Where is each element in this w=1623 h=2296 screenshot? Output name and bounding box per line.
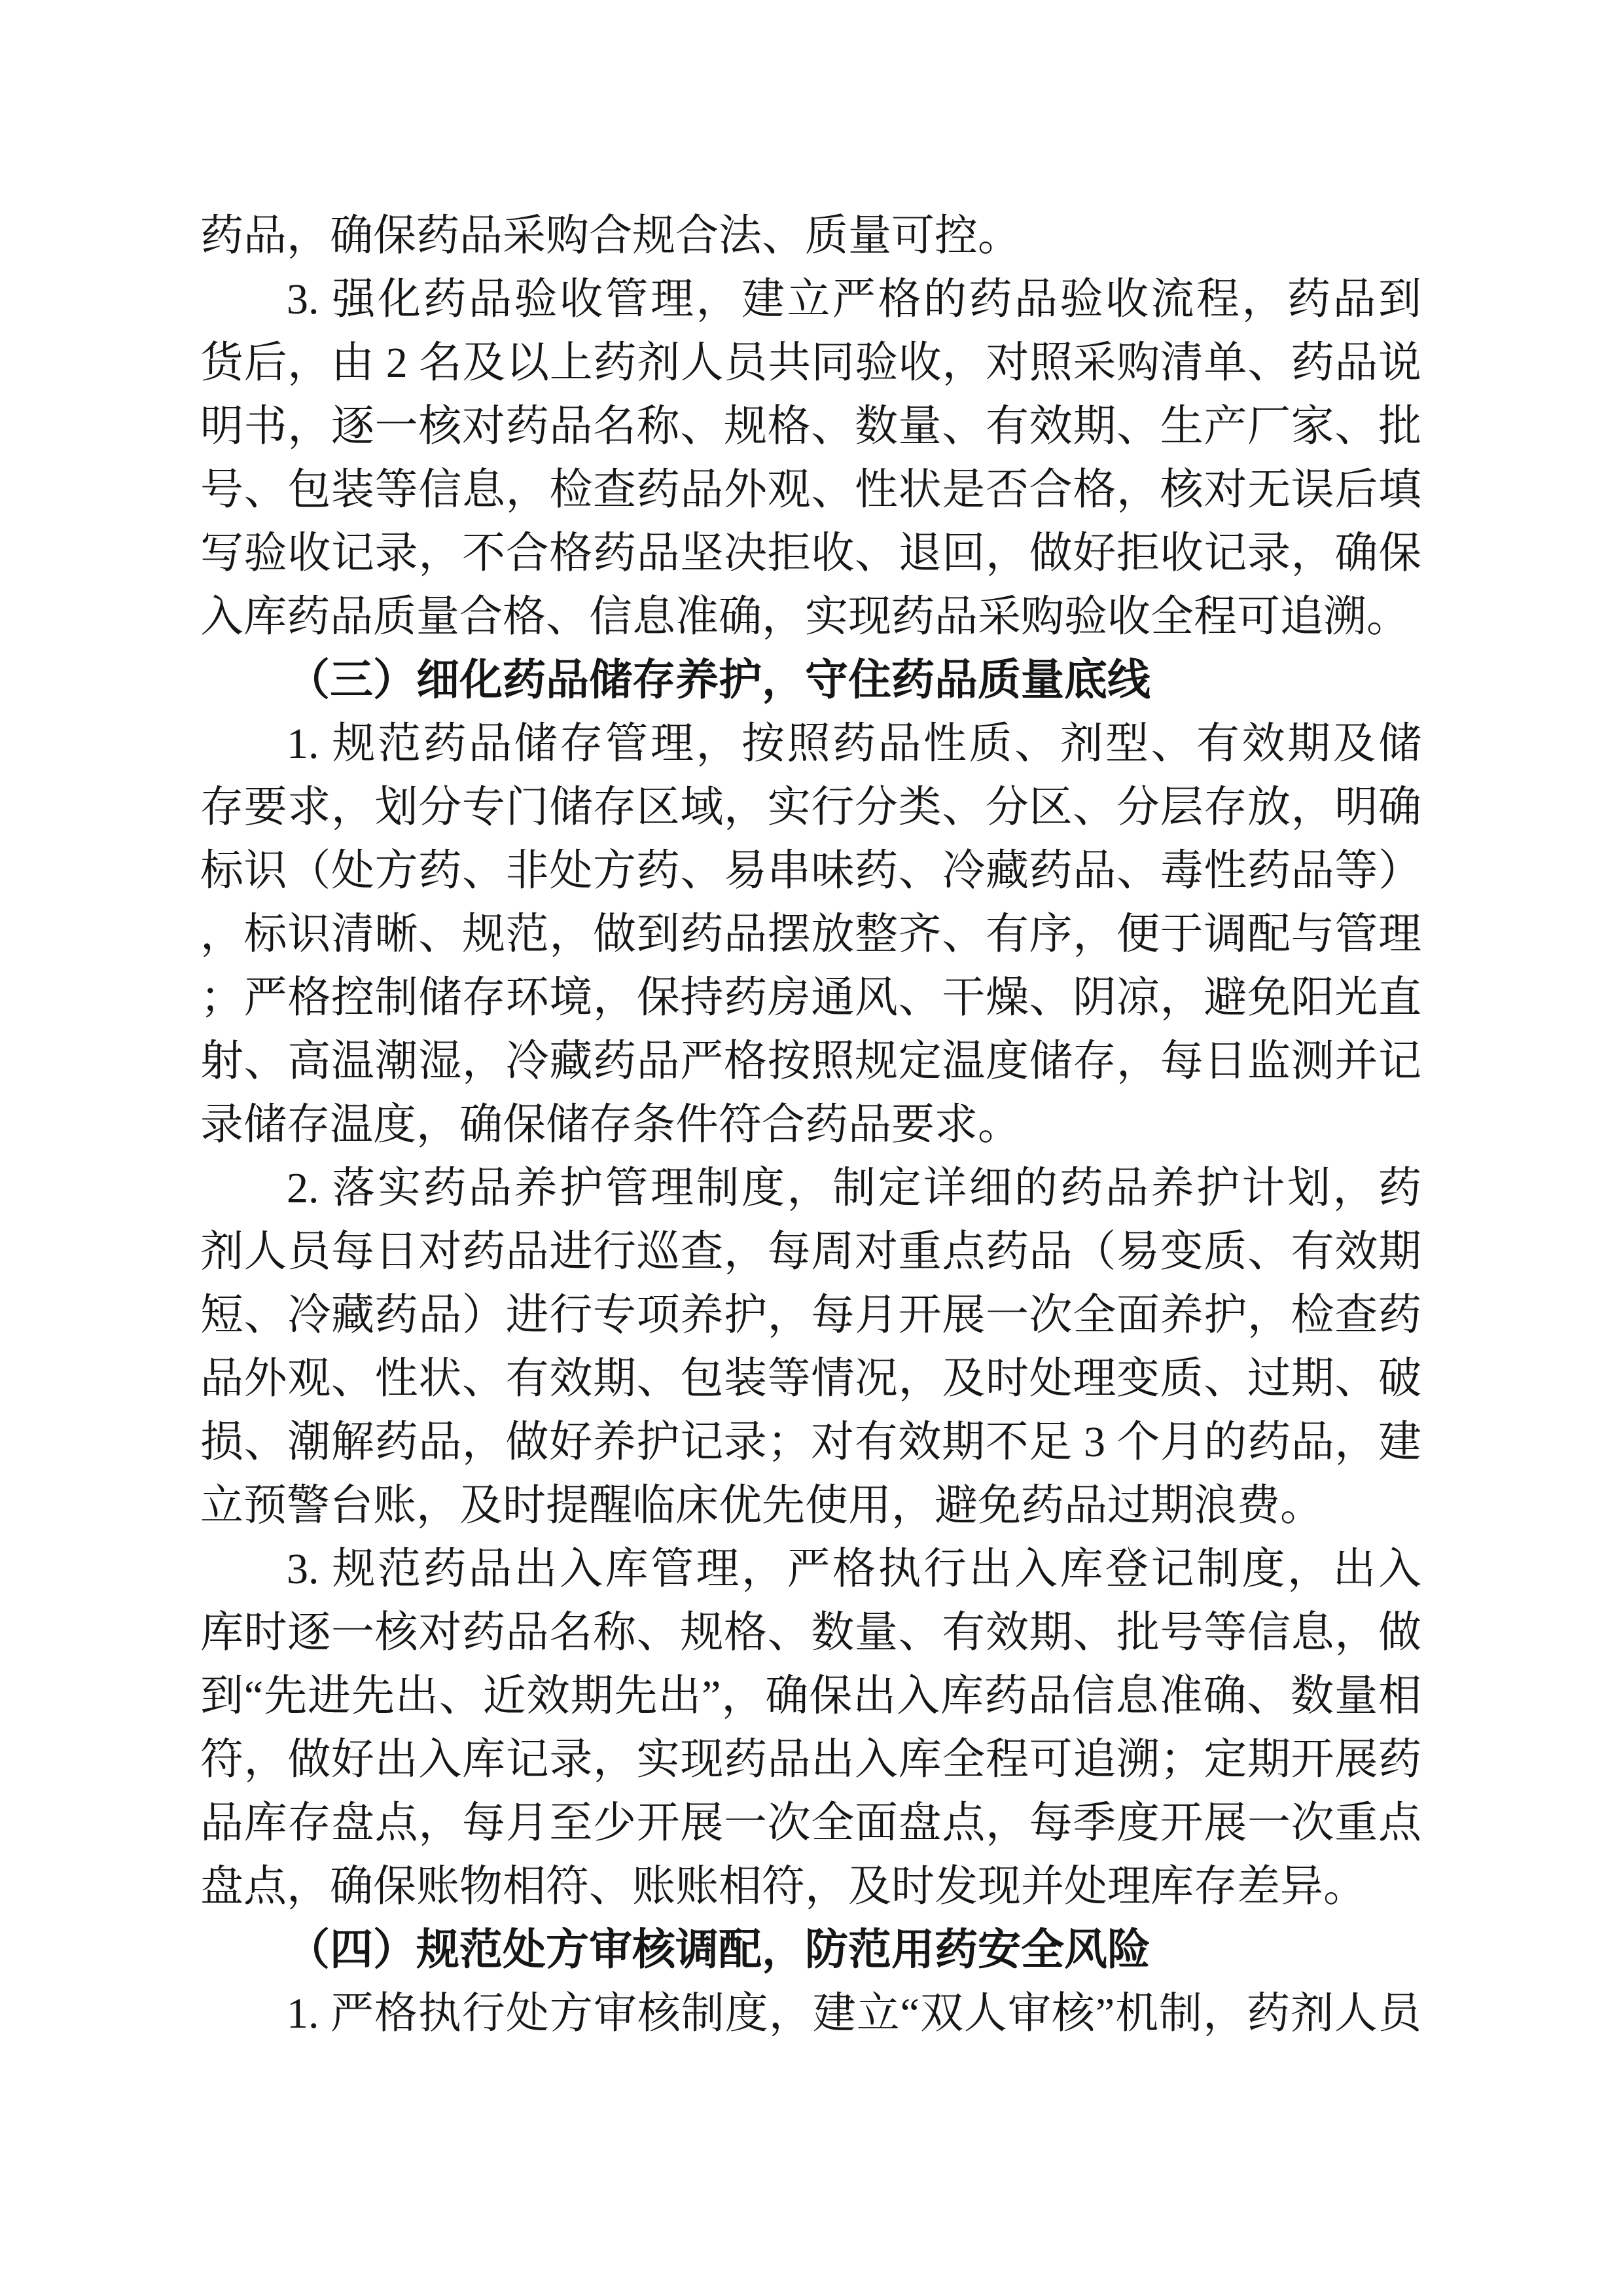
heading-line: （四）规范处方审核调配，防范用药安全风险 [287,1926,1150,1974]
text-line: 符，做好出入库记录，实现药品出入库全程可追溯；定期开展药 [200,1736,1421,1784]
text-line: 品库存盘点，每月至少开展一次全面盘点，每季度开展一次重点 [200,1799,1421,1847]
text-line: ，标识清晰、规范，做到药品摆放整齐、有序，便于调配与管理 [200,910,1421,958]
text-line: 到“先进先出、近效期先出”，确保出入库药品信息准确、数量相 [200,1672,1421,1720]
text-line: 3. 强化药品验收管理，建立严格的药品验收流程，药品到 [287,276,1421,323]
text-line: 录储存温度，确保储存条件符合药品要求。 [200,1101,1021,1149]
text-line: 号、包装等信息，检查药品外观、性状是否合格，核对无误后填 [200,466,1421,514]
heading-line: （三）细化药品储存养护，守住药品质量底线 [287,656,1150,704]
text-line: 存要求，划分专门储存区域，实行分类、分区、分层存放，明确 [200,783,1421,831]
text-line: 1. 严格执行处方审核制度，建立“双人审核”机制，药剂人员 [287,1990,1421,2037]
text-line: 货后，由 2 名及以上药剂人员共同验收，对照采购清单、药品说 [200,339,1421,387]
text-line: 写验收记录，不合格药品坚决拒收、退回，做好拒收记录，确保 [200,529,1421,577]
text-line: 入库药品质量合格、信息准确，实现药品采购验收全程可追溯。 [200,593,1410,641]
text-line: 标识（处方药、非处方药、易串味药、冷藏药品、毒性药品等） [200,847,1421,895]
text-line: 剂人员每日对药品进行巡查，每周对重点药品（易变质、有效期 [200,1228,1421,1276]
text-line: 损、潮解药品，做好养护记录；对有效期不足 3 个月的药品，建 [200,1418,1421,1466]
text-line: 2. 落实药品养护管理制度，制定详细的药品养护计划，药 [287,1164,1421,1212]
text-line: 品外观、性状、有效期、包装等情况，及时处理变质、过期、破 [200,1355,1421,1403]
text-line: 1. 规范药品储存管理，按照药品性质、剂型、有效期及储 [287,720,1421,768]
text-line: 立预警台账，及时提醒临床优先使用，避免药品过期浪费。 [200,1482,1323,1530]
text-line: 库时逐一核对药品名称、规格、数量、有效期、批号等信息，做 [200,1609,1421,1657]
text-line: 明书，逐一核对药品名称、规格、数量、有效期、生产厂家、批 [200,403,1421,450]
text-line: ；严格控制储存环境，保持药房通风、干燥、阴凉，避免阳光直 [200,974,1421,1022]
text-line: 盘点，确保账物相符、账账相符，及时发现并处理库存差异。 [200,1863,1366,1910]
text-line: 3. 规范药品出入库管理，严格执行出入库登记制度，出入 [287,1545,1421,1593]
text-line: 短、冷藏药品）进行专项养护，每月开展一次全面养护，检查药 [200,1291,1421,1339]
text-line: 射、高温潮湿，冷藏药品严格按照规定温度储存，每日监测并记 [200,1037,1421,1085]
text-line: 药品，确保药品采购合规合法、质量可控。 [200,212,1021,260]
